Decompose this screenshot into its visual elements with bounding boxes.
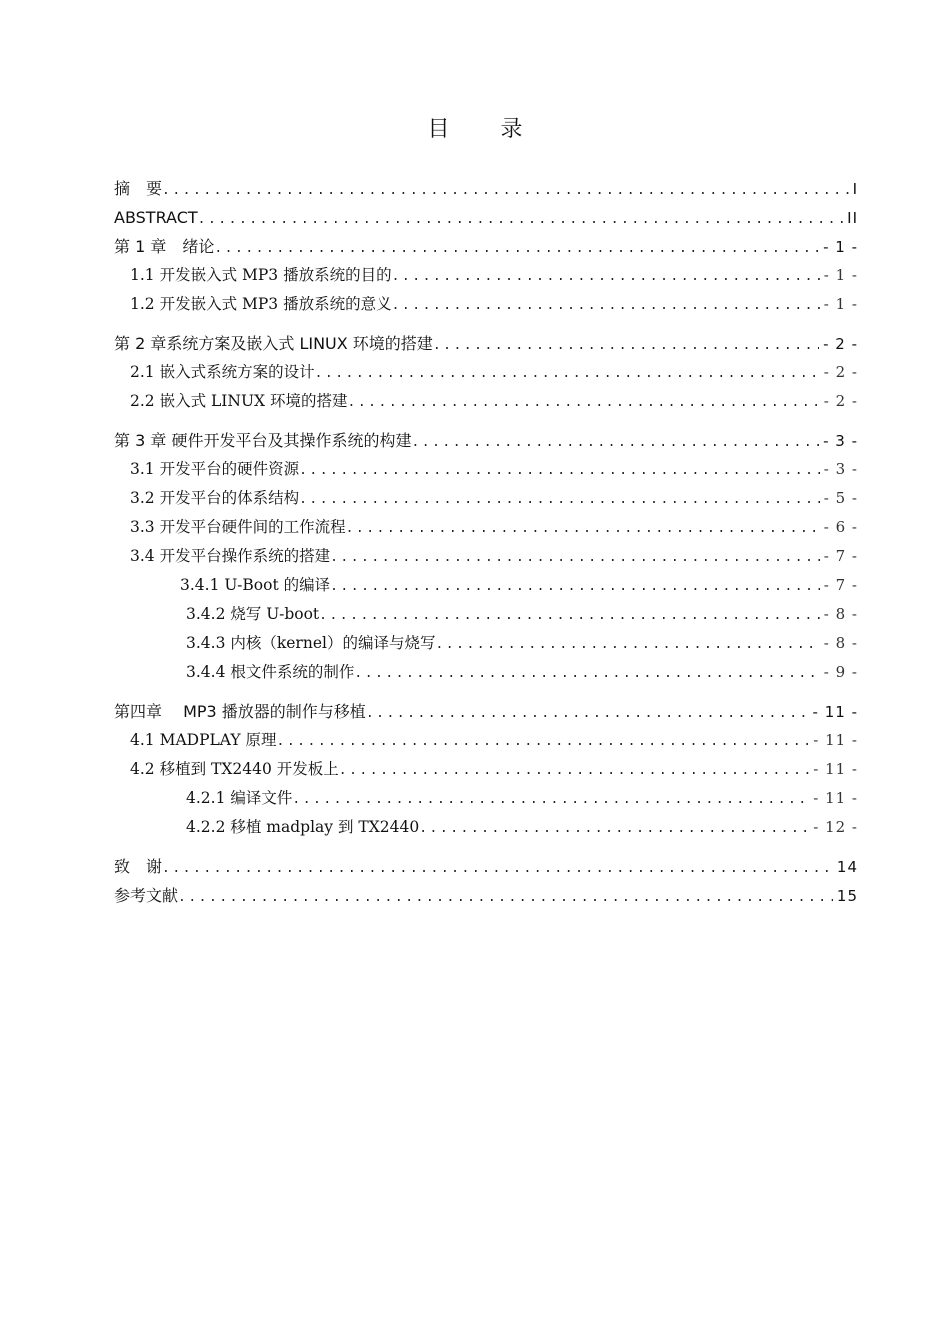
toc-entry-3-3[interactable] — [114, 513, 858, 542]
toc-entry-3-4-3[interactable] — [114, 629, 858, 658]
toc-entry-4-1[interactable] — [114, 726, 858, 755]
toc-entry-3-4-2[interactable] — [114, 600, 858, 629]
toc-entry-title: 3.4.3 内核（kernel）的编译与烧写 — [186, 634, 436, 652]
toc-entry-title: 第 3 章 硬件开发平台及其操作系统的构建 — [114, 431, 412, 450]
toc-entry-3-2[interactable] — [114, 484, 858, 513]
toc-entry-title: 3.4 开发平台操作系统的搭建 — [130, 547, 331, 565]
toc-entry-page: - 1 - — [823, 266, 858, 284]
toc-entry-page: - 3 - — [823, 460, 858, 478]
toc-entry-page: - 5 - — [823, 489, 858, 507]
dot-leader — [419, 814, 809, 842]
toc-entry-page: - 11 - — [813, 789, 858, 807]
toc-entry-chapter-2[interactable] — [114, 329, 858, 358]
toc-entry-title: 3.4.2 烧写 U-boot — [186, 605, 320, 623]
toc-entry-title: 参考文献 — [114, 886, 179, 905]
toc-entry-page: II — [847, 209, 858, 227]
dot-leader — [214, 234, 819, 261]
toc-entry-page: 15 — [836, 887, 858, 905]
toc-entry-title: 致 谢 — [114, 857, 163, 876]
toc-entry-page: - 6 - — [823, 518, 858, 536]
toc-entry-chapter-1[interactable] — [114, 232, 858, 261]
toc-entry-title: 摘 要 — [114, 179, 163, 198]
toc-entry-1-1[interactable] — [114, 261, 858, 290]
dot-leader — [198, 205, 843, 232]
dot-leader — [366, 699, 809, 726]
toc-entry-title: 第 2 章系统方案及嵌入式 LINUX 环境的搭建 — [114, 334, 433, 353]
toc-entry-3-1[interactable] — [114, 455, 858, 484]
toc-entry-title: 第四章 MP3 播放器的制作与移植 — [114, 702, 366, 721]
toc-entry-page: - 1 - — [823, 295, 858, 313]
toc-entry-chapter-4[interactable] — [114, 697, 858, 726]
toc-entry-page: - 3 - — [823, 432, 858, 450]
toc-entry-page: - 1 - — [823, 238, 858, 256]
toc-entry-3-4-4[interactable] — [114, 658, 858, 687]
toc-entry-page: - 9 - — [823, 663, 858, 681]
dot-leader — [348, 388, 820, 416]
toc-entry-page: - 11 - — [813, 760, 858, 778]
dot-leader — [330, 572, 820, 600]
dot-leader — [346, 514, 820, 542]
dot-leader — [299, 456, 820, 484]
toc-entry-page: - 12 - — [813, 818, 858, 836]
toc-entry-title: 3.2 开发平台的体系结构 — [130, 489, 300, 507]
dot-leader — [339, 756, 809, 784]
toc-entry-page: - 7 - — [823, 547, 858, 565]
toc-entry-acknowledgements[interactable] — [114, 852, 858, 881]
toc-entry-3-4[interactable] — [114, 542, 858, 571]
dot-leader — [392, 262, 820, 290]
toc-entry-page: - 11 - — [813, 731, 858, 749]
toc-entry-title: 4.1 MADPLAY 原理 — [130, 731, 277, 749]
toc-entry-4-2-2[interactable] — [114, 813, 858, 842]
toc-entry-title: 4.2.2 移植 madplay 到 TX2440 — [186, 818, 420, 836]
toc-entry-1-2[interactable] — [114, 290, 858, 319]
toc-entry-page: I — [852, 180, 858, 198]
dot-leader — [162, 176, 849, 203]
table-of-contents — [114, 174, 858, 910]
dot-leader — [277, 727, 810, 755]
toc-entry-2-1[interactable] — [114, 358, 858, 387]
toc-entry-page: - 2 - — [823, 335, 858, 353]
dot-leader — [392, 291, 820, 319]
toc-entry-title: 3.4.1 U-Boot 的编译 — [180, 576, 331, 594]
toc-entry-title: 3.4.4 根文件系统的制作 — [186, 663, 355, 681]
dot-leader — [319, 601, 820, 629]
toc-entry-abstract-en[interactable] — [114, 203, 858, 232]
toc-entry-title: 4.2 移植到 TX2440 开发板上 — [130, 760, 339, 778]
dot-leader — [292, 785, 809, 813]
toc-entry-title: 2.2 嵌入式 LINUX 环境的搭建 — [130, 392, 348, 410]
toc-entry-title: 2.1 嵌入式系统方案的设计 — [130, 363, 315, 381]
toc-entry-title: 第 1 章 绪论 — [114, 237, 215, 256]
toc-entry-page: - 2 - — [823, 363, 858, 381]
toc-entry-page: 14 — [836, 858, 858, 876]
toc-entry-page: - 8 - — [823, 605, 858, 623]
toc-entry-4-2-1[interactable] — [114, 784, 858, 813]
toc-entry-3-4-1[interactable] — [114, 571, 858, 600]
toc-entry-title: 3.3 开发平台硬件间的工作流程 — [130, 518, 346, 536]
dot-leader — [330, 543, 820, 571]
toc-entry-references[interactable] — [114, 881, 858, 910]
toc-entry-page: - 11 - — [812, 703, 858, 721]
dot-leader — [433, 331, 819, 358]
toc-entry-abstract-cn[interactable] — [114, 174, 858, 203]
dot-leader — [411, 428, 819, 455]
dot-leader — [162, 854, 833, 881]
toc-entry-page: - 7 - — [823, 576, 858, 594]
toc-entry-title: ABSTRACT — [114, 208, 198, 227]
toc-entry-page: - 8 - — [823, 634, 858, 652]
dot-leader — [299, 485, 820, 513]
toc-entry-title: 1.2 开发嵌入式 MP3 播放系统的意义 — [130, 295, 392, 313]
dot-leader — [178, 883, 833, 910]
toc-entry-title: 3.1 开发平台的硬件资源 — [130, 460, 300, 478]
page-title: 目 录 — [427, 117, 545, 142]
toc-entry-title: 4.2.1 编译文件 — [186, 789, 293, 807]
dot-leader — [315, 359, 820, 387]
toc-entry-4-2[interactable] — [114, 755, 858, 784]
toc-entry-chapter-3[interactable] — [114, 426, 858, 455]
dot-leader — [354, 659, 819, 687]
toc-entry-2-2[interactable] — [114, 387, 858, 416]
dot-leader — [435, 630, 819, 658]
toc-entry-title: 1.1 开发嵌入式 MP3 播放系统的目的 — [130, 266, 392, 284]
toc-entry-page: - 2 - — [823, 392, 858, 410]
